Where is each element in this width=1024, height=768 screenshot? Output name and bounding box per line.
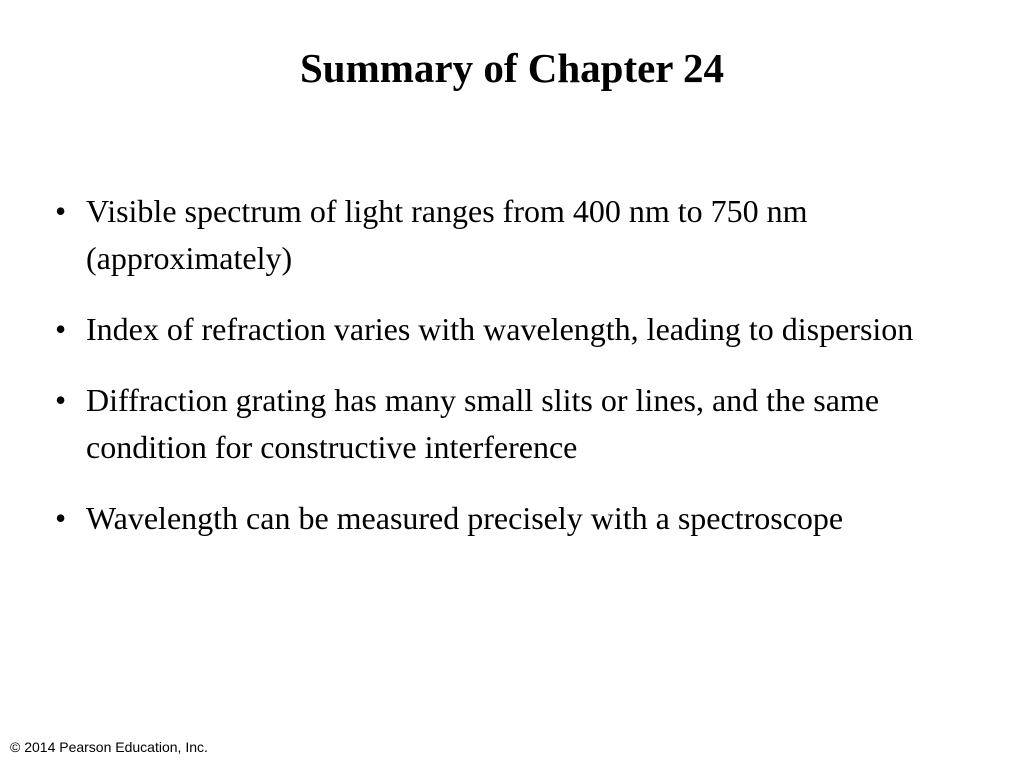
bullet-text: Index of refraction varies with wavelength, leading to dispersion bbox=[86, 311, 914, 347]
bullet-text: Wavelength can be measured precisely with a spectroscope bbox=[86, 500, 844, 536]
bullet-text: Diffraction grating has many small slits or lines, and the same condition for constructive interference bbox=[86, 382, 880, 465]
bullet-marker: • bbox=[55, 500, 67, 536]
bullet-marker: • bbox=[55, 382, 67, 418]
bullet-marker: • bbox=[55, 311, 67, 347]
bullet-item bbox=[0, 495, 1024, 542]
copyright-footer: © 2014 Pearson Education, Inc. bbox=[10, 739, 208, 755]
bullet-item bbox=[0, 306, 1024, 353]
bullet-list bbox=[0, 188, 1024, 566]
bullet-text: Visible spectrum of light ranges from 400 nm to 750 nm (approximately) bbox=[86, 193, 808, 276]
bullet-item bbox=[0, 377, 1024, 471]
bullet-marker: • bbox=[55, 193, 67, 229]
bullet-item bbox=[0, 188, 1024, 282]
slide-title: Summary of Chapter 24 bbox=[299, 45, 725, 91]
